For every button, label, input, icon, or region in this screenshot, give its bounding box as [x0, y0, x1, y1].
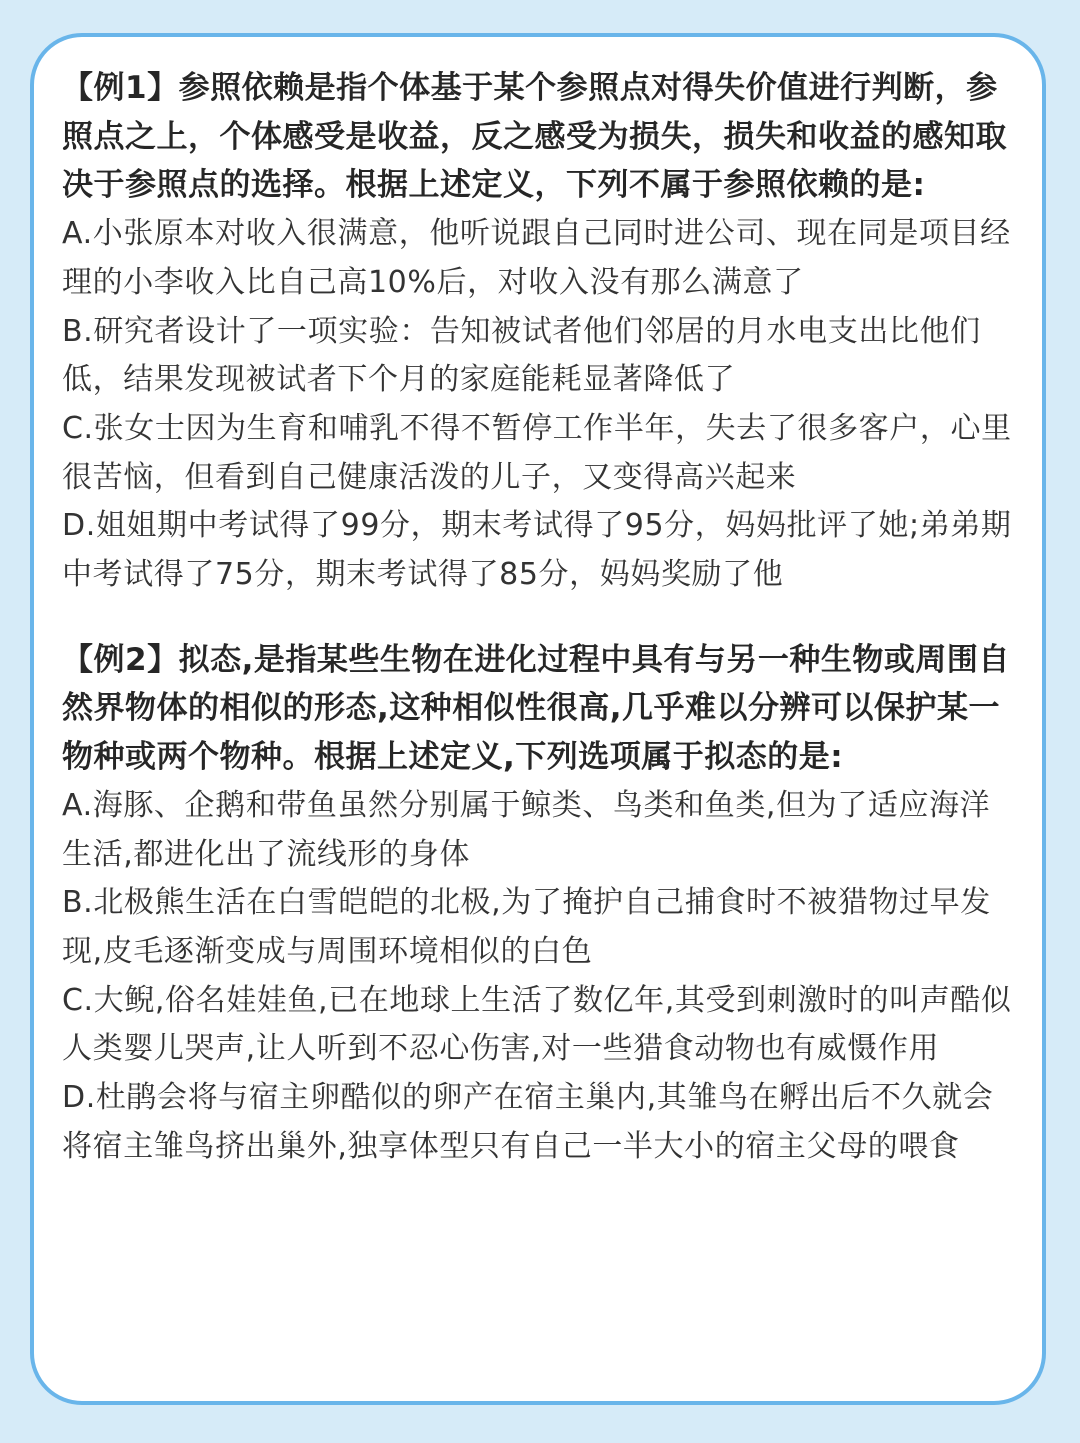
question-text: 参照依赖是指个体基于某个参照点对得失价值进行判断，参照点之上，个体感受是收益，反之感受为损失，损失和收益的感知取决于参照点的选择。根据上述定义，下列不属于参照依赖的是: — [62, 70, 1007, 204]
option-c: C.张女士因为生育和哺乳不得不暂停工作半年，失去了很多客户，心里很苦恼，但看到自己健康活泼的儿子，又变得高兴起来 — [62, 410, 1012, 495]
option-b: B.研究者设计了一项实验：告知被试者他们邻居的月水电支出比他们低，结果发现被试者下个月的家庭能耗显著降低了 — [62, 313, 981, 398]
question-stem — [62, 636, 1018, 782]
option-a: A.海豚、企鹅和带鱼虽然分别属于鲸类、鸟类和鱼类,但为了适应海洋生活,都进化出了流线形的身体 — [62, 787, 991, 872]
option-b: B.北极熊生活在白雪皑皑的北极,为了掩护自己捕食时不被猎物过早发现,皮毛逐渐变成与周围环境相似的白色 — [62, 885, 991, 969]
question-stem — [62, 64, 1018, 210]
question-label: 【例1】 — [62, 70, 179, 106]
question-label: 【例2】 — [62, 641, 179, 678]
option-c: C.大鲵,俗名娃娃鱼,已在地球上生活了数亿年,其受到刺激时的叫声酷似人类婴儿哭声,让人听到不忍心伤害,对一些猎食动物也有威慑作用 — [62, 982, 1012, 1067]
question-2 — [62, 636, 1018, 1172]
question-1 — [62, 64, 1018, 600]
option-a: A.小张原本对收入很满意，他听说跟自己同时进公司、现在同是项目经理的小李收入比自己高10%后，对收入没有那么满意了 — [62, 216, 1011, 300]
option-d: D.杜鹃会将与宿主卵酷似的卵产在宿主巢内,其雏鸟在孵出后不久就会将宿主雏鸟挤出巢外,独享体型只有自己一半大小的宿主父母的喂食 — [62, 1080, 994, 1164]
option-d: D.姐姐期中考试得了99分，期末考试得了95分，妈妈批评了她;弟弟期中考试得了75分，期末考试得了85分，妈妈奖励了他 — [62, 508, 1012, 593]
question-text: 拟态,是指某些生物在进化过程中具有与另一种生物或周围自然界物体的相似的形态,这种相似性很高,几乎难以分辨可以保护某一物种或两个物种。根据上述定义,下列选项属于拟态的是: — [62, 641, 1010, 776]
question-card — [30, 33, 1046, 1405]
